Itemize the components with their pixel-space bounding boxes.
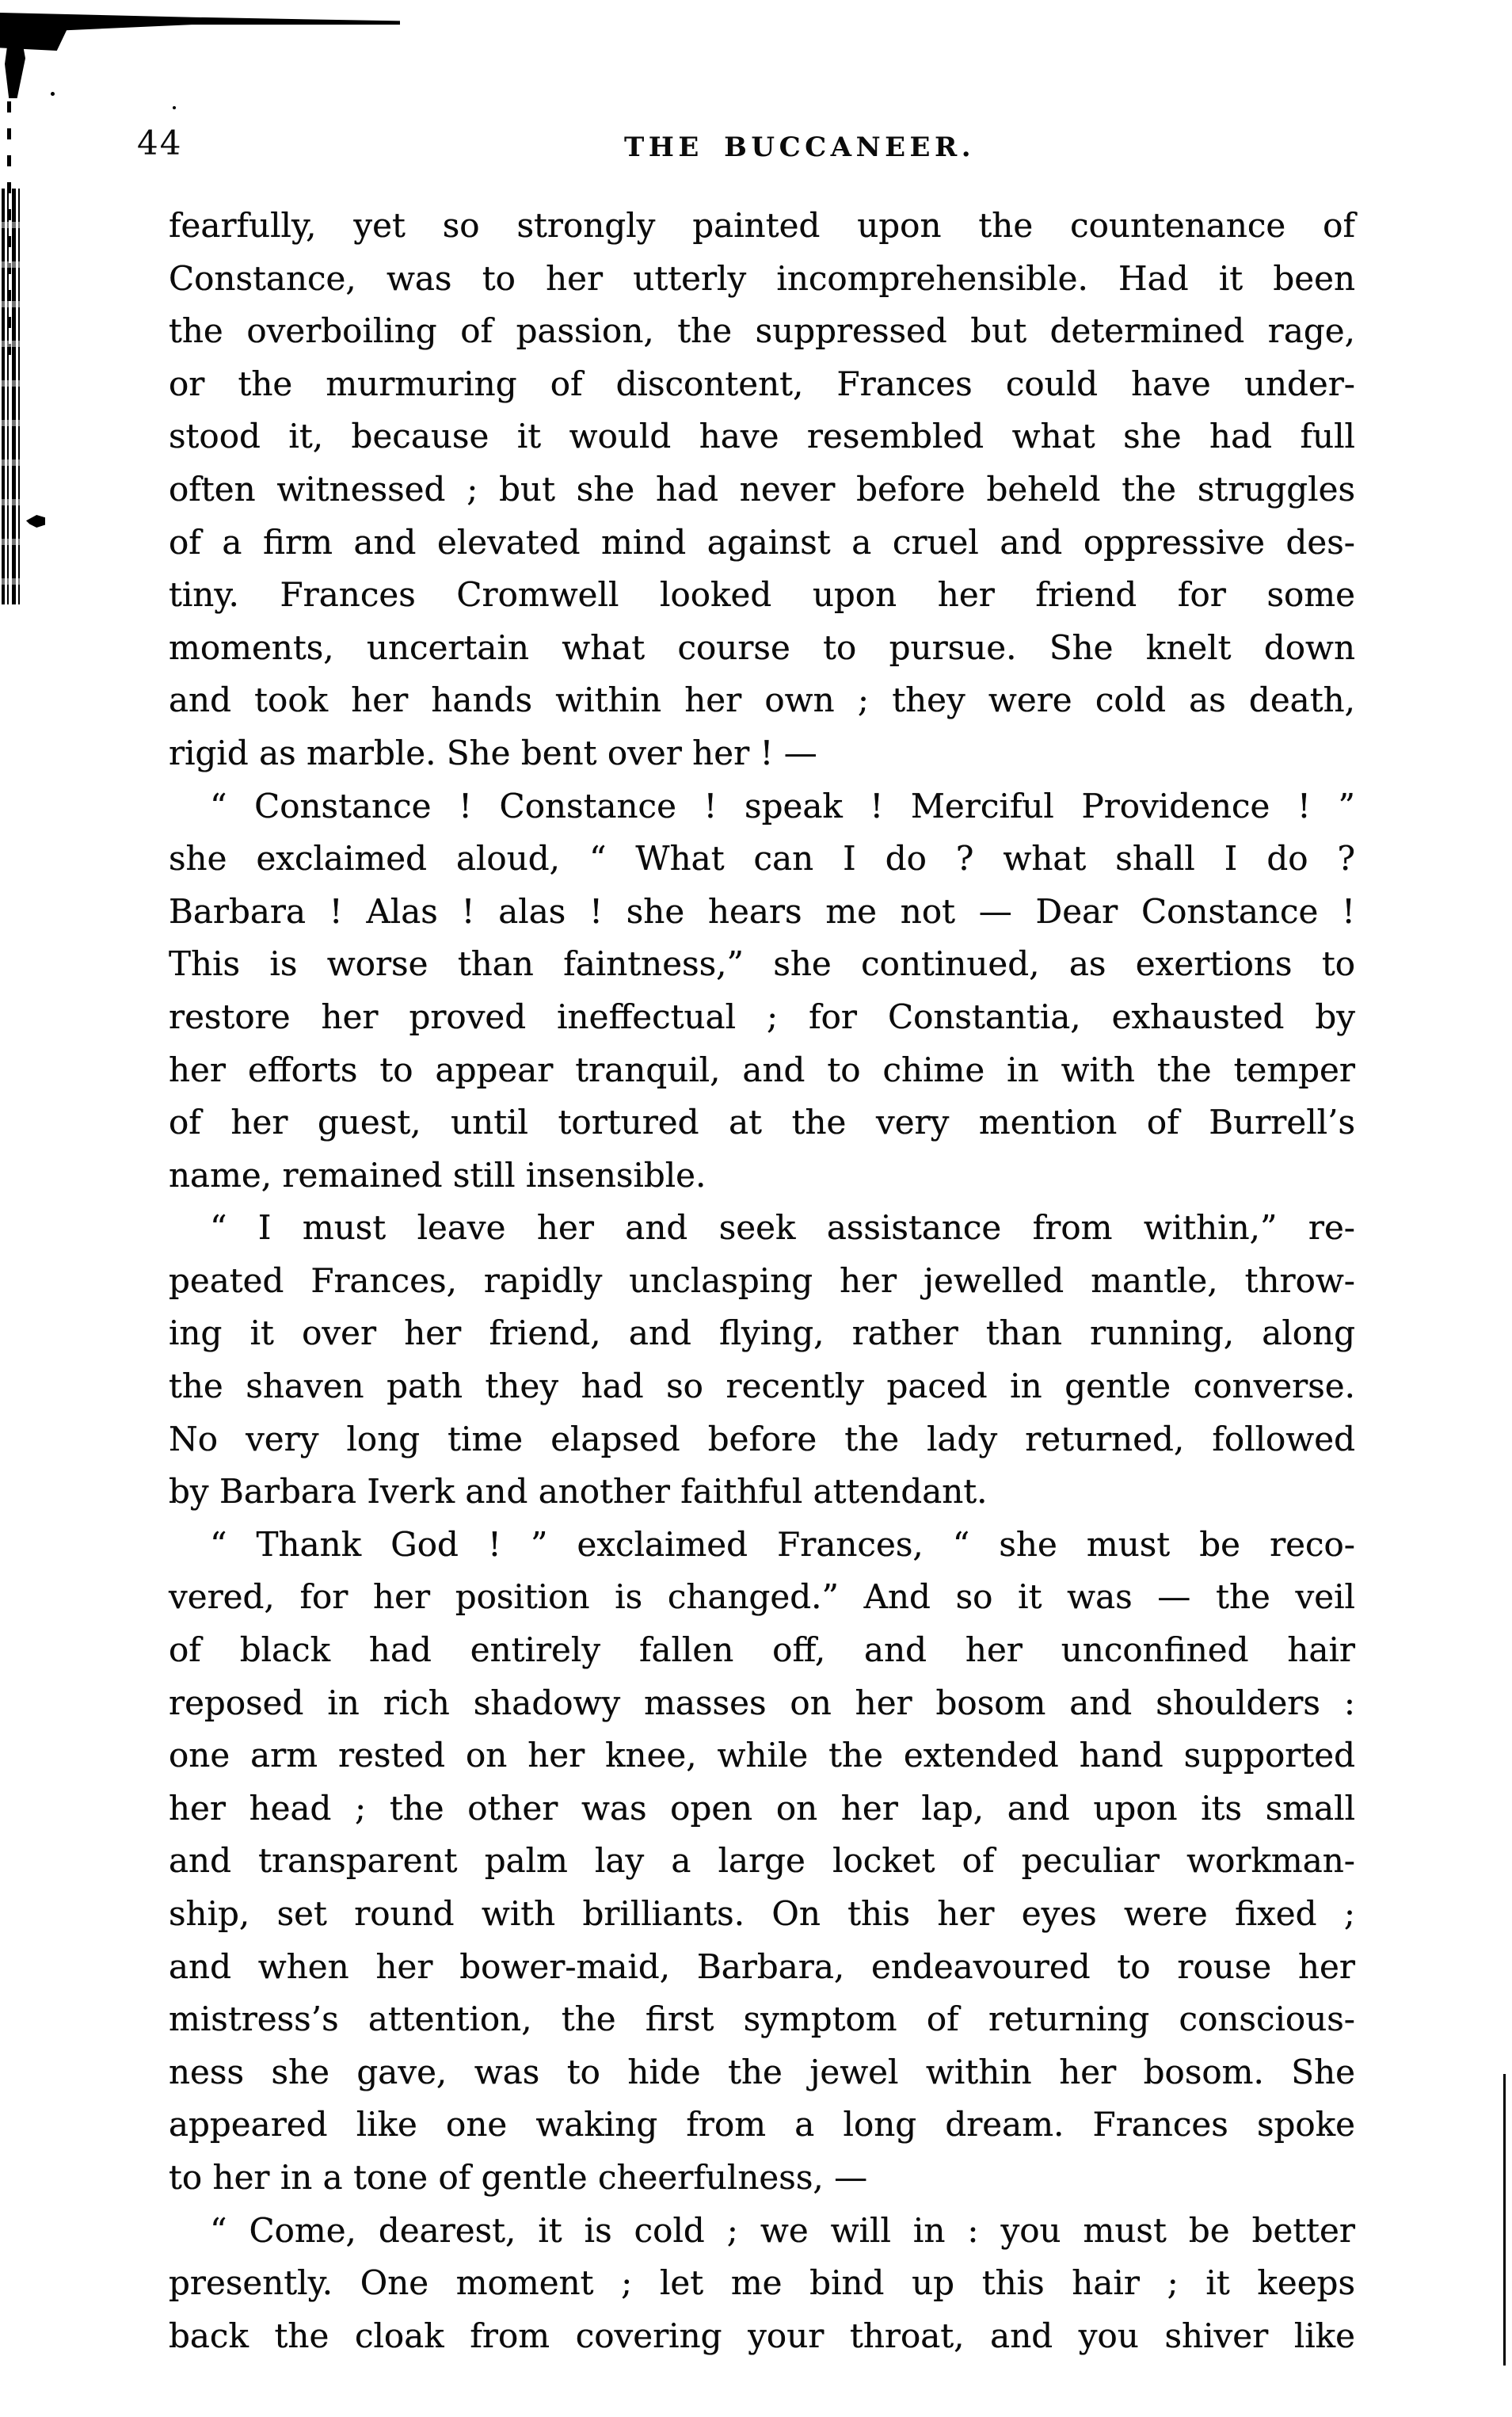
text-line: the overboiling of passion, the suppressed but determined rage, [169, 311, 1355, 351]
text-line: or the murmuring of discontent, Frances could have under- [169, 364, 1355, 403]
text-line: ing it over her friend, and flying, rather than running, along [169, 1313, 1355, 1353]
paragraph [169, 200, 1355, 780]
text-line: “ Thank God ! ” exclaimed Frances, “ she must be reco- [210, 1524, 1355, 1564]
text-line: fearfully, yet so strongly painted upon the countenance of [169, 206, 1355, 245]
text-line: reposed in rich shadowy masses on her bosom and shoulders : [169, 1683, 1355, 1722]
text-line: ship, set round with brilliants. On this her eyes were fixed ; [169, 1894, 1355, 1933]
paragraph [169, 1202, 1355, 1519]
text-line: by Barbara Iverk and another faithful attendant. [169, 1472, 988, 1512]
paragraph [169, 780, 1355, 1203]
text-line: ness she gave, was to hide the jewel within her bosom. She [169, 2052, 1355, 2091]
text-line: appeared like one waking from a long dream. Frances spoke [169, 2105, 1355, 2144]
text-line: Constance, was to her utterly incomprehensible. Had it been [169, 258, 1355, 298]
paragraph [169, 2205, 1355, 2363]
text-line: rigid as marble. She bent over her ! — [169, 733, 817, 772]
scan-artifact-small-blob [26, 515, 45, 528]
text-line: vered, for her position is changed.” And so it was — the veil [169, 1577, 1355, 1617]
text-line: No very long time elapsed before the lady returned, followed [169, 1419, 1355, 1458]
scan-artifact-dot [173, 106, 176, 109]
text-line: This is worse than faintness,” she continued, as exertions to [169, 944, 1355, 984]
text-line: presently. One moment ; let me bind up this hair ; it keeps [169, 2263, 1355, 2303]
text-line: and took her hands within her own ; they were cold as death, [169, 680, 1355, 720]
scan-artifact-right-rule [1503, 2074, 1506, 2366]
text-block [169, 200, 1355, 2362]
text-line: restore her proved ineffectual ; for Constantia, exhausted by [169, 997, 1355, 1036]
text-line: peated Frances, rapidly unclasping her jewelled mantle, throw- [169, 1260, 1355, 1300]
page-number: 44 [137, 124, 183, 162]
text-line: Barbara ! Alas ! alas ! she hears me not — Dear Constance ! [169, 891, 1355, 931]
text-line: she exclaimed aloud, “ What can I do ? what shall I do ? [169, 839, 1355, 879]
text-line: often witnessed ; but she had never before beheld the struggles [169, 469, 1355, 509]
text-line: “ Constance ! Constance ! speak ! Merciful Providence ! ” [210, 786, 1355, 825]
text-line: name, remained still insensible. [169, 1155, 706, 1195]
text-line: and transparent palm lay a large locket of peculiar workman- [169, 1841, 1355, 1881]
text-line: back the cloak from covering your throat, and you shiver like [169, 2316, 1355, 2355]
text-line: the shaven path they had so recently paced in gentle converse. [169, 1367, 1355, 1406]
scan-artifact-corner-drip [5, 41, 25, 98]
text-line: of a firm and elevated mind against a cruel and oppressive des- [169, 522, 1355, 562]
text-line: “ I must leave her and seek assistance from within,” re- [210, 1208, 1355, 1248]
text-line: one arm rested on her knee, while the extended hand supported [169, 1736, 1355, 1775]
text-line: tiny. Frances Cromwell looked upon her friend for some [169, 575, 1355, 615]
paragraph [169, 1519, 1355, 2205]
running-title: THE BUCCANEER. [624, 132, 976, 163]
text-line: her efforts to appear tranquil, and to chime in with the temper [169, 1050, 1355, 1089]
text-line: moments, uncertain what course to pursue. She knelt down [169, 627, 1355, 667]
text-line: to her in a tone of gentle cheerfulness, — [169, 2157, 868, 2197]
text-line: stood it, because it would have resembled what she had full [169, 417, 1355, 456]
text-line: her head ; the other was open on her lap, and upon its small [169, 1788, 1355, 1828]
scan-artifact-dot [51, 92, 55, 96]
text-line: and when her bower-maid, Barbara, endeavoured to rouse her [169, 1946, 1355, 1986]
text-line: of black had entirely fallen off, and her unconfined hair [169, 1630, 1355, 1670]
text-line: mistress’s attention, the first symptom of returning conscious- [169, 2000, 1355, 2039]
text-line: of her guest, until tortured at the very mention of Burrell’s [169, 1103, 1355, 1142]
scan-artifact-left-streak-band [2, 189, 24, 604]
text-line: “ Come, dearest, it is cold ; we will in : you must be better [210, 2210, 1355, 2250]
